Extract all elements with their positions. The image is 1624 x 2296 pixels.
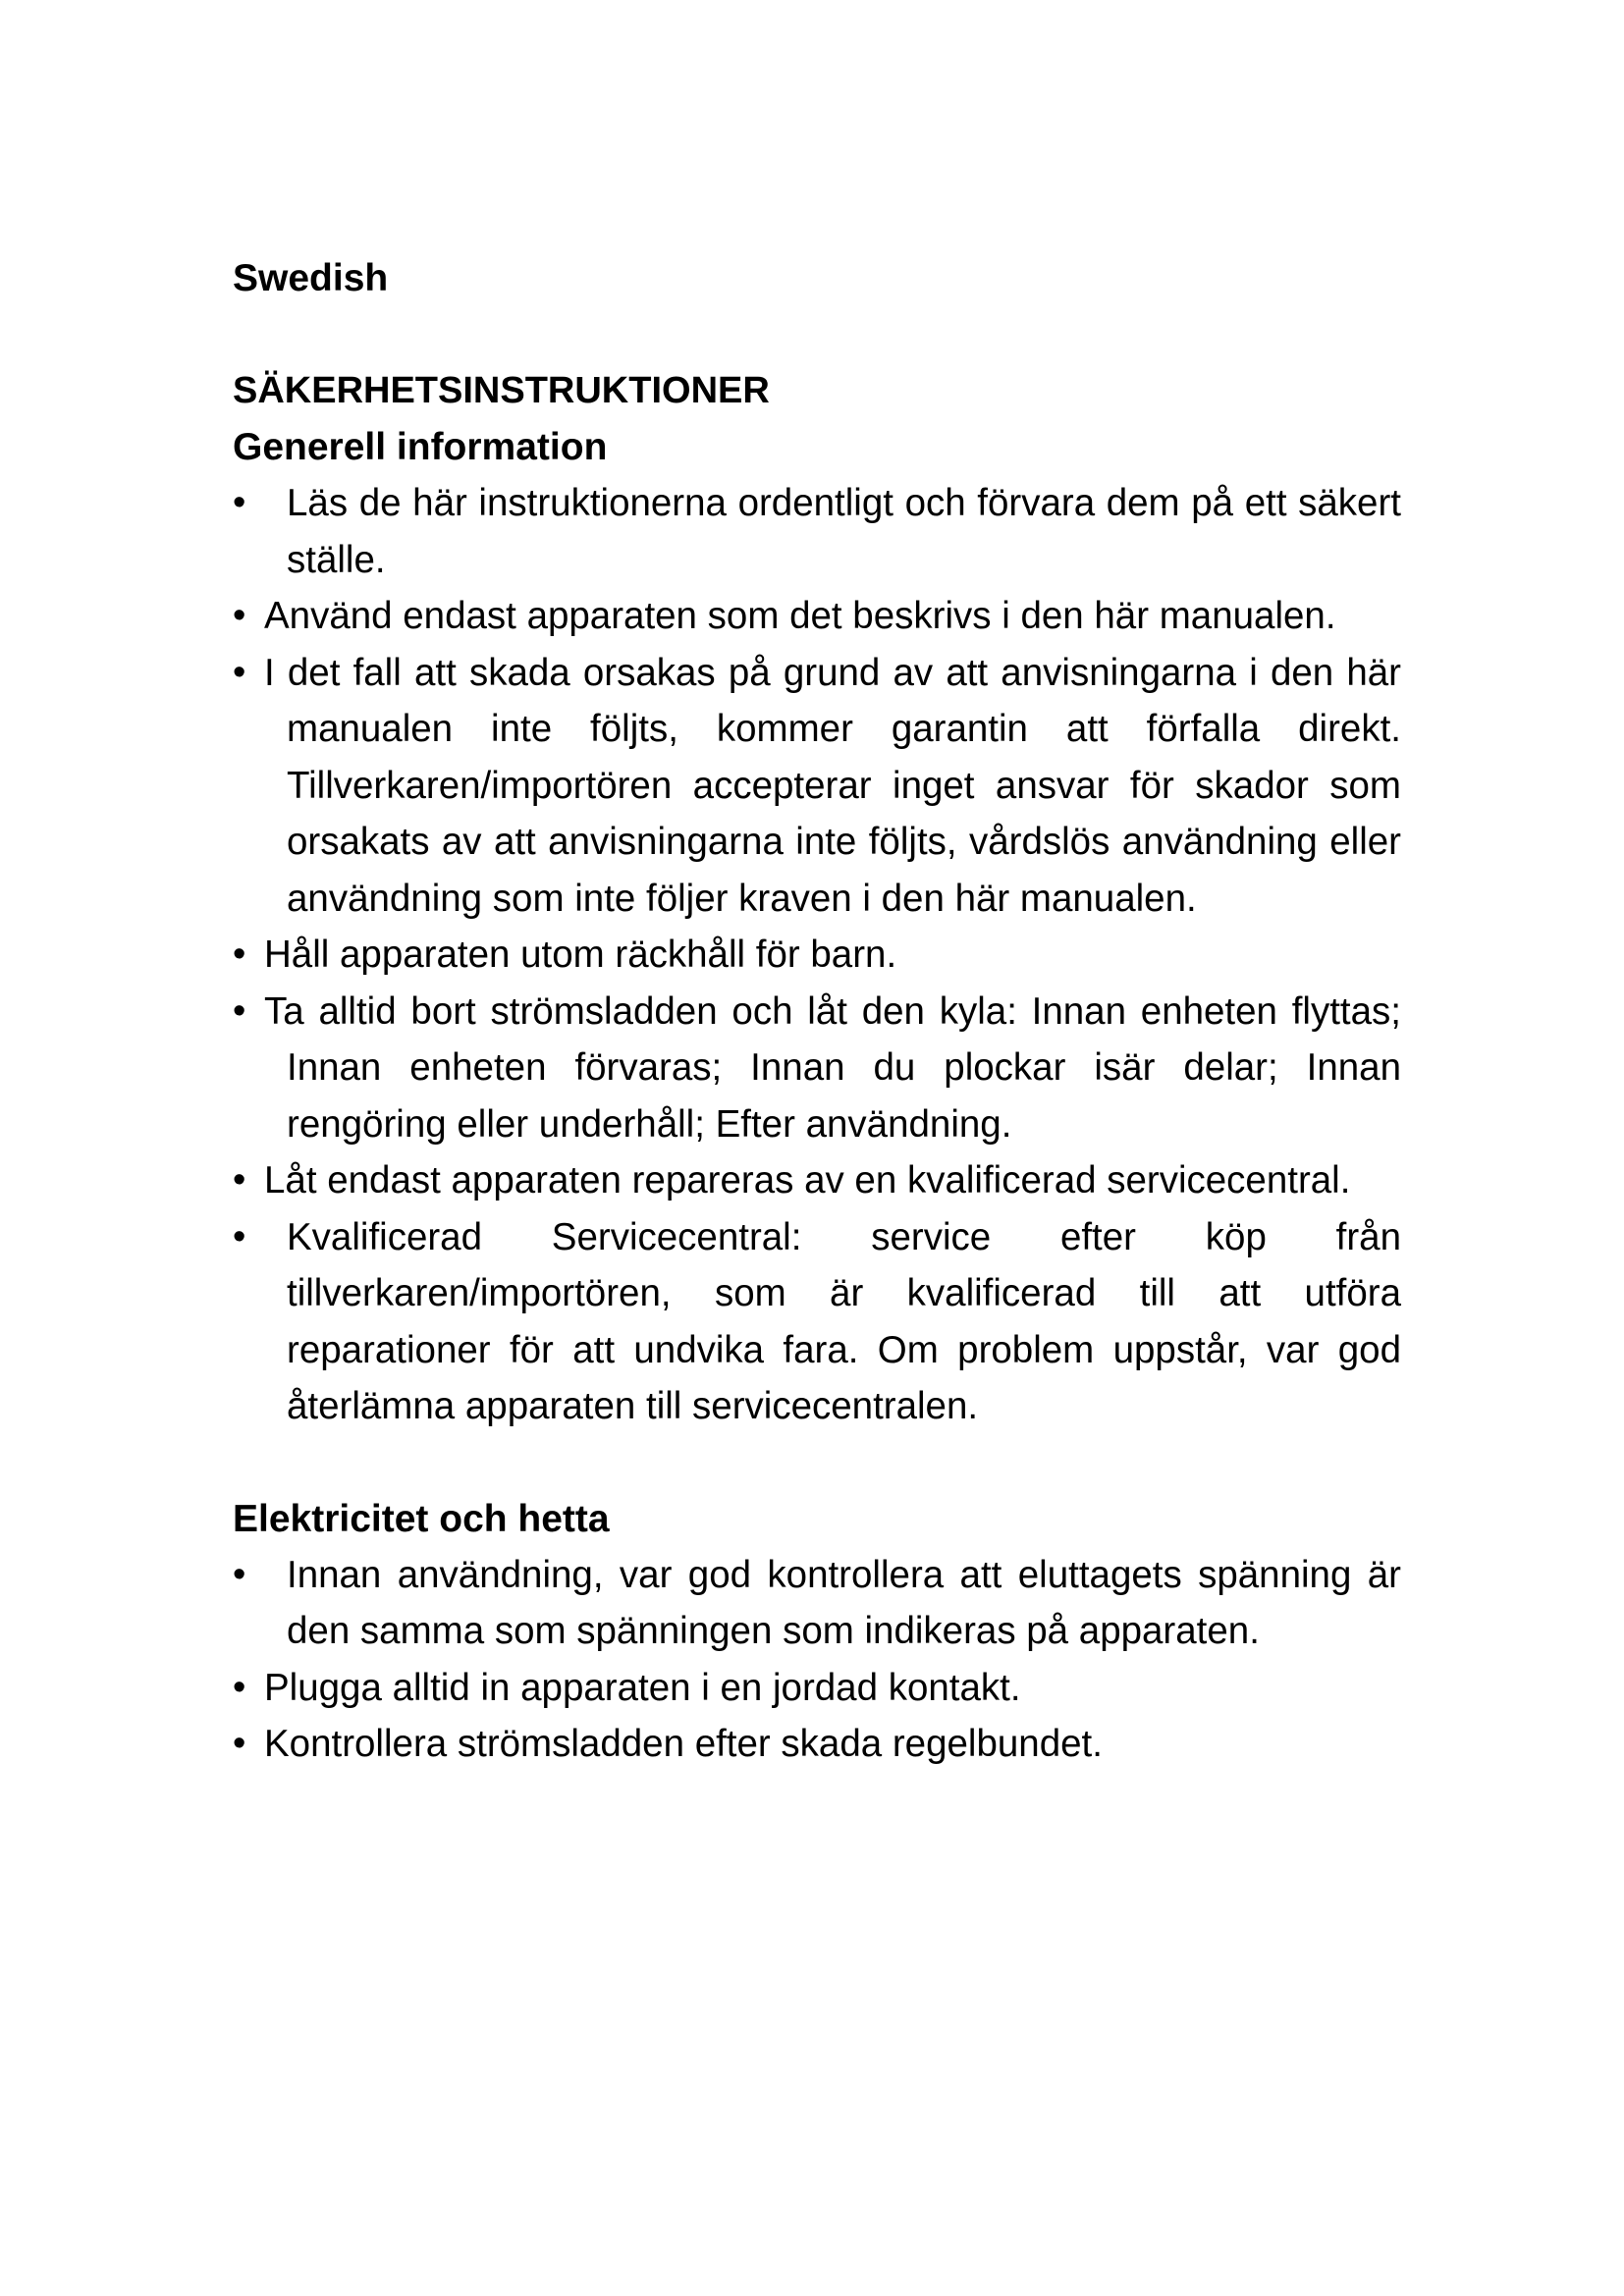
list-item-text: Kvalificerad Servicecentral: service efter köp från tillverkaren/importören, som är kvalificerad till att utföra reparationer för att undvika fara. Om problem uppstår, var god återlämna apparaten till servicecentralen.: [287, 1215, 1401, 1427]
list-item-text: Kontrollera strömsladden efter skada regelbundet.: [264, 1723, 1103, 1765]
section-heading-electricity-heat: Elektricitet och hetta: [233, 1497, 610, 1540]
bullet-icon: •: [233, 1723, 246, 1764]
list-item: [233, 1716, 1401, 1773]
general-information-list: [233, 475, 1401, 1435]
list-item-text: Låt endast apparaten repareras av en kvalificerad servicecentral.: [264, 1159, 1351, 1201]
language-label: Swedish: [233, 257, 389, 299]
list-item: [233, 984, 1401, 1153]
bullet-icon: •: [233, 1666, 246, 1708]
document-page: [233, 250, 1401, 1773]
electricity-heat-list: [233, 1547, 1401, 1773]
bullet-icon: •: [233, 1159, 246, 1201]
list-item: [233, 475, 1401, 588]
bullet-icon: •: [233, 595, 246, 636]
list-item: [233, 588, 1401, 645]
list-item-text: I det fall att skada orsakas på grund av att anvisningarna i den här manualen inte följts, kommer garantin att förfalla direkt. Tillverkaren/importören accepterar inget ansvar för skador som orsakats av att anvisningarna inte följts, vårdslös användning eller användning som inte följer kraven i den här manualen.: [264, 651, 1401, 920]
list-item: [233, 927, 1401, 984]
list-item: [233, 1209, 1401, 1435]
list-item-text: Håll apparaten utom räckhåll för barn.: [264, 934, 897, 976]
list-item-text: Plugga alltid in apparaten i en jordad kontakt.: [264, 1666, 1021, 1709]
list-item-text: Innan användning, var god kontrollera att eluttagets spänning är den samma som spänningen som indikeras på apparaten.: [287, 1553, 1401, 1652]
bullet-icon: •: [233, 1215, 246, 1257]
bullet-icon: •: [233, 989, 246, 1032]
list-item-text: Ta alltid bort strömsladden och låt den kyla: Innan enheten flyttas; Innan enheten förvaras; Innan du plockar isär delar; Innan rengöring eller underhåll; Efter användning.: [264, 989, 1401, 1146]
section-heading-general-information: Generell information: [233, 426, 608, 468]
list-item: [233, 1152, 1401, 1209]
bullet-icon: •: [233, 934, 246, 975]
list-item-text: Läs de här instruktionerna ordentligt och förvara dem på ett säkert ställe.: [287, 482, 1401, 581]
bullet-icon: •: [233, 482, 246, 523]
list-item: [233, 1547, 1401, 1660]
list-item-text: Använd endast apparaten som det beskrivs i den här manualen.: [264, 595, 1336, 637]
list-item: [233, 645, 1401, 928]
list-item: [233, 1660, 1401, 1717]
bullet-icon: •: [233, 1553, 246, 1595]
document-title: SÄKERHETSINSTRUKTIONER: [233, 370, 770, 411]
bullet-icon: •: [233, 651, 246, 693]
